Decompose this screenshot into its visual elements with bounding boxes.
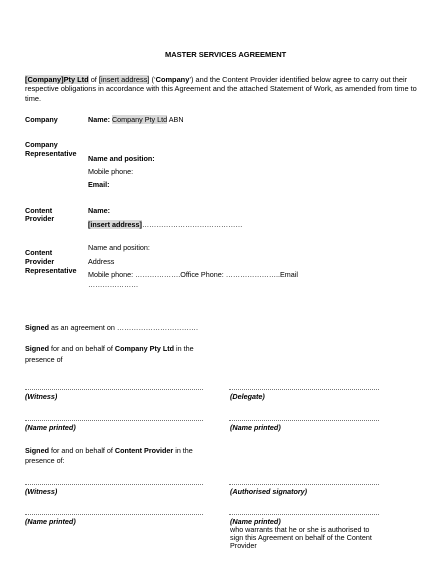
company-rep-name-position: Name and position:: [88, 154, 155, 163]
company-rep-label-2: Representative: [25, 149, 77, 158]
cp-address-row: [88, 220, 243, 229]
signed-agreement-line: [25, 323, 198, 332]
cp-label-1: Content: [25, 206, 53, 215]
cp-rep-address: Address: [88, 257, 115, 266]
company-name-label: Name:: [88, 115, 110, 124]
warrant-line-2: sign this Agreement on behalf of the Content: [230, 533, 372, 542]
authorised-signatory-line: [229, 484, 379, 485]
cp-rep-name-position: Name and position:: [88, 243, 150, 252]
signed-agreement-text: as an agreement on …………………………….: [48, 323, 198, 332]
signed-cp-text1: for and on behalf of: [48, 446, 115, 455]
cp-label-2: Provider: [25, 214, 55, 223]
company-abn: ABN: [168, 115, 184, 124]
cp-address-dots: ……………………………………: [141, 220, 243, 229]
name-printed-4-line: [229, 514, 379, 515]
witness-1-label: (Witness): [25, 392, 58, 401]
delegate-signature-line: [229, 389, 379, 390]
name-printed-4-label: (Name printed): [230, 517, 281, 526]
name-printed-3-line: [25, 514, 203, 515]
signed-company-bold2: Company Pty Ltd: [114, 344, 175, 353]
witness-2-label: (Witness): [25, 487, 58, 496]
signed-cp-bold1: Signed: [25, 446, 49, 455]
name-printed-3-label: (Name printed): [25, 517, 76, 526]
company-name-value: Company Pty Ltd: [111, 115, 168, 124]
signed-company-bold1: Signed: [25, 344, 49, 353]
name-printed-1-label: (Name printed): [25, 423, 76, 432]
intro-rest: ’) and the Content Provider identified below agree to carry out their respective obligations in accordance with this Agreement and the attached Statement of Work, as amended from time to time.: [25, 75, 417, 103]
warrant-line-3: Provider: [230, 541, 257, 550]
intro-paragraph: [25, 75, 420, 103]
witness-2-signature-line: [25, 484, 203, 485]
intro-of: of: [88, 75, 99, 84]
cp-rep-label-3: Representative: [25, 266, 77, 275]
intro-company-word: Company: [155, 75, 190, 84]
signed-cp-bold2: Content Provider: [114, 446, 174, 455]
company-rep-label-1: Company: [25, 140, 58, 149]
signed-company-text1: for and on behalf of: [48, 344, 115, 353]
cp-name-label: Name:: [88, 206, 110, 215]
warrant-line-1: who warrants that he or she is authorised to: [230, 525, 370, 534]
cp-rep-label-2: Provider: [25, 257, 55, 266]
signed-company-line2: presence of: [25, 355, 63, 364]
cp-address: [insert address]: [88, 220, 142, 229]
signed-agreement-bold: Signed: [25, 323, 49, 332]
company-rep-email: Email:: [88, 180, 110, 189]
signed-cp-line2: presence of:: [25, 456, 65, 465]
document-title: MASTER SERVICES AGREEMENT: [165, 50, 287, 59]
cp-rep-email-dots: …………………: [88, 280, 139, 289]
name-printed-2-label: (Name printed): [230, 423, 281, 432]
intro-party: [Company]Pty Ltd: [25, 75, 89, 84]
intro-address: [insert address]: [98, 75, 150, 84]
cp-rep-phones: Mobile phone: ……………….Office Phone: …………………..Email: [88, 270, 298, 279]
cp-rep-label-1: Content: [25, 248, 53, 257]
name-printed-2-line: [229, 420, 379, 421]
signed-cp-line1: [25, 446, 193, 455]
intro-quote-open: (‘: [149, 75, 156, 84]
witness-1-signature-line: [25, 389, 203, 390]
company-name-row: [88, 115, 184, 124]
signed-company-text2: in the: [174, 344, 194, 353]
authorised-signatory-label: (Authorised signatory): [230, 487, 308, 496]
signed-company-line1: [25, 344, 194, 353]
delegate-label: (Delegate): [230, 392, 265, 401]
company-label: Company: [25, 115, 58, 124]
name-printed-1-line: [25, 420, 203, 421]
company-rep-mobile: Mobile phone:: [88, 167, 134, 176]
signed-cp-text2: in the: [173, 446, 193, 455]
